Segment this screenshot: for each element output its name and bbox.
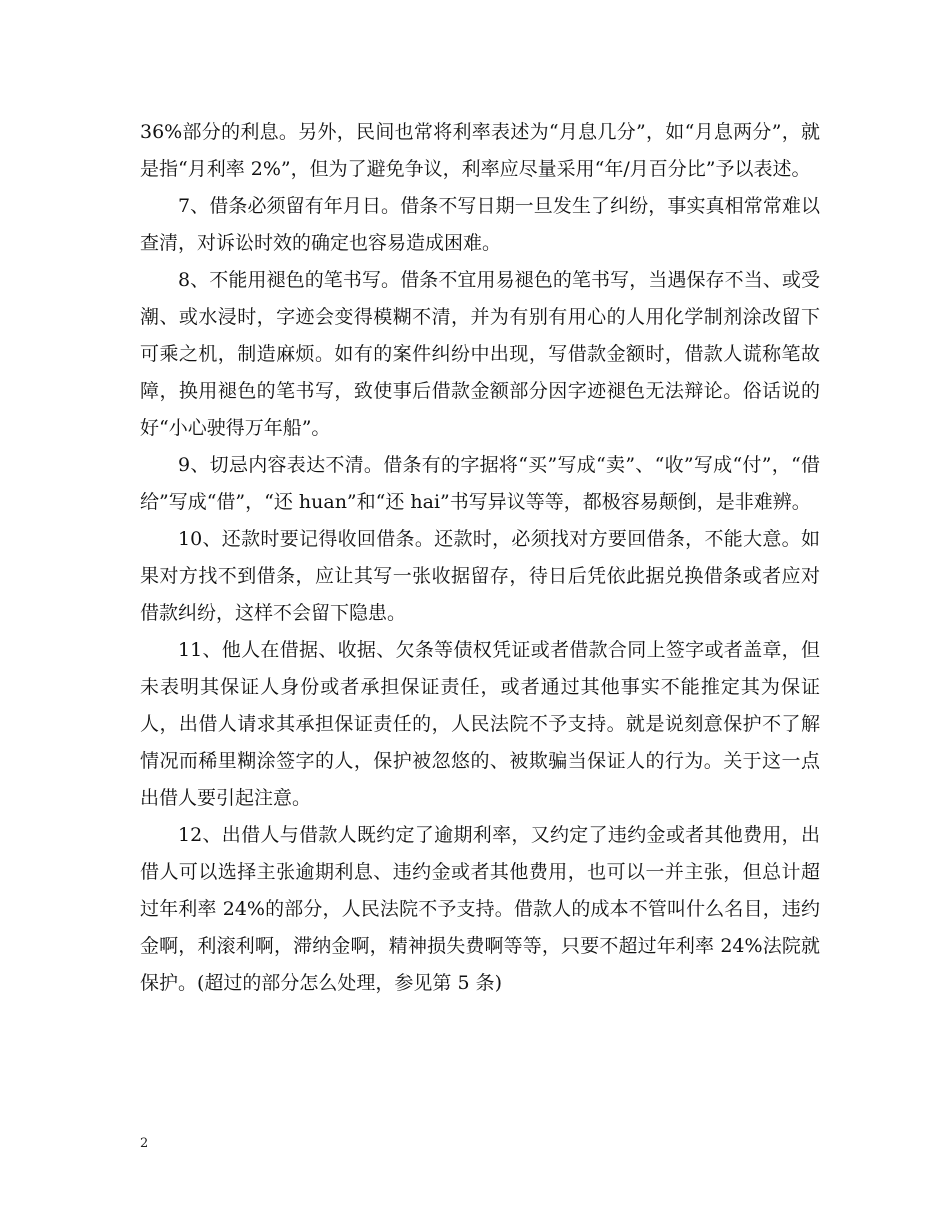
paragraph-item-12: 12、出借人与借款人既约定了逾期利率，又约定了违约金或者其他费用，出借人可以选择主张逾期利息、违约金或者其他费用，也可以一并主张，但总计超过年利率 24%的部分，人民法院不予支持。借款人的成本不管叫什么名目，违约金啊，利滚利啊，滞纳金啊，精神损失费啊等等，只要不超过年利率 24%法院就保护。(超过的部分怎么处理，参见第 5 条) — [140, 824, 820, 994]
paragraph-item-11: 11、他人在借据、收据、欠条等债权凭证或者借款合同上签字或者盖章，但未表明其保证人身份或者承担保证责任，或者通过其他事实不能推定其为保证人，出借人请求其承担保证责任的，人民法院不予支持。就是说刻意保护不了解情况而稀里糊涂签字的人，保护被忽悠的、被欺骗当保证人的行为。关于这一点出借人要引起注意。 — [140, 639, 820, 809]
page-number: 2 — [140, 1136, 149, 1151]
paragraph-item-8: 8、不能用褪色的笔书写。借条不宜用易褪色的笔书写，当遇保存不当、或受潮、或水浸时，字迹会变得模糊不清，并为有别有用心的人用化学制剂涂改留下可乘之机，制造麻烦。如有的案件纠纷中出现，写借款金额时，借款人谎称笔故障，换用褪色的笔书写，致使事后借款金额部分因字迹褪色无法辩论。俗话说的好“小心驶得万年船”。 — [140, 269, 820, 439]
paragraph-item-9: 9、切忌内容表达不清。借条有的字据将“买”写成“卖”、“收”写成“付”，“借给”写成“借”，“还 huan”和“还 hai”书写异议等等，都极容易颠倒，是非难辨。 — [140, 454, 820, 513]
paragraph-interest-continuation: 36%部分的利息。另外，民间也常将利率表述为“月息几分”，如“月息两分”，就是指“月利率 2%”，但为了避免争议，利率应尽量采用“年/月百分比”予以表述。 — [140, 121, 820, 180]
document-body — [140, 114, 820, 1002]
paragraph-item-10: 10、还款时要记得收回借条。还款时，必须找对方要回借条，不能大意。如果对方找不到借条，应让其写一张收据留存，待日后凭依此据兑换借条或者应对借款纠纷，这样不会留下隐患。 — [140, 528, 820, 624]
paragraph-item-7: 7、借条必须留有年月日。借条不写日期一旦发生了纠纷，事实真相常常难以查清，对诉讼时效的确定也容易造成困难。 — [140, 195, 820, 254]
